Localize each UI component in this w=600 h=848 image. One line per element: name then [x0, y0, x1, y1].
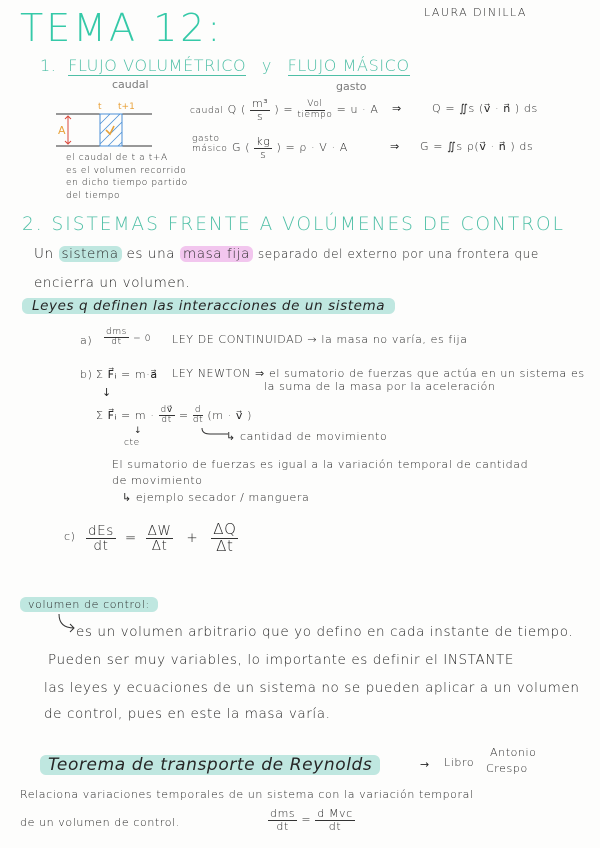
section2-heading: 2. SISTEMAS FRENTE A VOLÚMENES DE CONTROL	[22, 214, 565, 235]
law-c-frac3	[211, 522, 238, 555]
law-b2-frac2	[193, 406, 203, 426]
reynolds-frac1	[268, 808, 297, 832]
reynolds-formula	[268, 808, 355, 832]
reynolds-arrow: →	[420, 758, 430, 771]
law-a-den: dt	[111, 337, 122, 348]
section1-heading	[40, 56, 410, 75]
section1-flujo-volumetrico: FLUJO VOLUMÉTRICO	[68, 56, 247, 75]
law-a-label: a)	[80, 334, 93, 347]
reynolds-line-2: de un volumen de control.	[20, 816, 180, 829]
law-c-frac1	[86, 524, 116, 553]
law-b2-num2: d	[194, 405, 202, 415]
reynolds-heading	[40, 755, 380, 775]
author-name: LAURA DINILLA	[424, 6, 527, 19]
gasto-label-line: másico	[192, 144, 228, 154]
vc-line-2: Pueden ser muy variables, lo importante es definir el INSTANTE	[48, 652, 514, 668]
sistema-definition-line1	[34, 246, 539, 262]
note-gasto: gasto	[336, 80, 367, 93]
note-caudal: caudal	[112, 78, 149, 91]
sistema-def-word: es una	[126, 246, 176, 262]
leyes-heading	[22, 298, 395, 314]
law-b2-eq: =	[178, 408, 189, 422]
caudal-rhs: = u · A	[336, 103, 379, 117]
diagram-caption-line: el caudal de t a t+A	[66, 153, 168, 163]
law-a-eq: = 0	[133, 333, 152, 344]
caudal-integral: Q = ∬s (v⃗ · n⃗ ) ds	[432, 102, 538, 115]
vc-label	[20, 598, 158, 611]
law-b2-den1: dt	[161, 415, 172, 426]
law-a-frac	[104, 328, 129, 348]
reynolds-num2: d Mvc	[317, 807, 353, 820]
diagram-caption	[66, 152, 188, 202]
law-a-text: LEY DE CONTINUIDAD → la masa no varía, es fija	[172, 333, 468, 346]
law-c-den2: Δt	[151, 537, 168, 554]
law-b2-den2: dt	[192, 415, 204, 426]
gasto-label	[192, 134, 228, 154]
law-b2-cte: cte	[124, 438, 140, 448]
law-b2-cantidad-text: cantidad de movimiento	[239, 430, 388, 443]
law-b2-num1: dv⃗	[160, 405, 173, 415]
vc-line-4: de control, pues en este la masa varía.	[44, 706, 331, 722]
caudal-vol-frac	[297, 100, 332, 120]
diagram-label-a: A	[58, 124, 66, 137]
law-c-num1: dEs	[88, 522, 114, 539]
page-title: TEMA 12:	[20, 6, 224, 50]
reynolds-heading-text: Teorema de transporte de Reynolds	[40, 755, 380, 775]
reynolds-num1: dms	[270, 807, 296, 820]
law-c-den1: dt	[93, 537, 109, 554]
section1-flujo-masico: FLUJO MÁSICO	[287, 56, 410, 75]
law-b-down-arrow: ↓	[102, 386, 112, 399]
law-b-formula: Σ F⃗ᵢ = m·a⃗	[96, 368, 158, 381]
cantidad-arrow-icon: ↳	[226, 430, 236, 443]
law-c-formula	[86, 522, 238, 555]
section1-y: y	[261, 56, 272, 75]
law-c-den3: Δt	[216, 536, 234, 555]
sistema-def-rest: separado del externo por una frontera que	[257, 247, 539, 261]
law-b-summary-2: de movimiento	[112, 474, 203, 487]
law-b2-lhs: Σ F⃗ᵢ = m ·	[96, 408, 155, 422]
diagram-label-t: t	[98, 102, 102, 112]
reynolds-den2: dt	[328, 819, 342, 833]
caudal-equation	[190, 98, 379, 122]
gasto-equation	[232, 136, 348, 160]
law-b-expanded	[96, 406, 252, 426]
gasto-unit	[254, 136, 272, 160]
law-a-formula	[104, 328, 151, 348]
diagram-caption-line: del tiempo	[66, 190, 121, 201]
sistema-highlight: sistema	[59, 246, 122, 262]
gasto-label-line: gasto	[192, 134, 220, 144]
pipe-diagram	[54, 100, 154, 152]
gasto-unit-den: s	[260, 147, 267, 161]
law-b2-frac1	[159, 406, 175, 426]
reynolds-den1: dt	[276, 819, 289, 833]
law-c-frac2	[146, 524, 174, 553]
caudal-label: caudal	[190, 106, 224, 117]
leyes-heading-text: Leyes q definen las interacciones de un sistema	[22, 298, 395, 314]
sistema-def-word: Un	[34, 246, 54, 262]
reynolds-book-2: Antonio	[490, 746, 537, 759]
law-b-summary-1: El sumatorio de fuerzas es igual a la variación temporal de cantidad	[112, 458, 529, 471]
sistema-definition-line2: encierra un volumen.	[34, 275, 191, 291]
caudal-mid: ) =	[274, 103, 294, 117]
diagram-caption-line: es el volumen recorrido	[66, 165, 187, 176]
gasto-arrow: ⇒	[390, 140, 400, 153]
caudal-tiempo: tiempo	[297, 109, 333, 120]
law-b-label: b)	[80, 368, 93, 381]
law-c-plus: +	[186, 530, 199, 547]
gasto-unit-num: kg	[256, 135, 271, 148]
reynolds-frac2	[315, 808, 355, 832]
law-a-num: dms	[106, 327, 127, 337]
law-c-label: c)	[64, 530, 76, 543]
law-b2-cantidad	[226, 430, 387, 443]
caudal-vol: Vol	[307, 99, 323, 110]
law-c-num2: ΔW	[147, 522, 172, 539]
vc-line-1: es un volumen arbitrario que yo defino en cada instante de tiempo.	[76, 624, 574, 640]
law-b2-cte-arrow: ↓	[134, 426, 142, 436]
vc-line-3: las leyes y ecuaciones de un sistema no se pueden aplicar a un volumen	[44, 680, 580, 696]
law-c-num3: ΔQ	[213, 520, 237, 538]
reynolds-book-3: Crespo	[486, 762, 528, 775]
caudal-unit-num: m³	[251, 97, 269, 110]
law-b-text-1: LEY NEWTON ⇒ el sumatorio de fuerzas que actúa en un sistema es	[172, 367, 585, 380]
caudal-arrow: ⇒	[392, 102, 402, 115]
caudal-unit-den: s	[256, 109, 264, 123]
gasto-rhs: ) = ρ · V · A	[276, 141, 348, 155]
masa-fija-highlight: masa fija	[180, 246, 253, 262]
law-b-text-2: la suma de la masa por la aceleración	[264, 380, 496, 393]
diagram-label-t1: t+1	[118, 102, 135, 112]
reynolds-book-1: Libro	[444, 756, 475, 769]
gasto-integral: G = ∬s ρ(v⃗ · n⃗ ) ds	[420, 140, 534, 153]
reynolds-line-1: Relaciona variaciones temporales de un sistema con la variación temporal	[20, 788, 474, 801]
caudal-lhs: Q (	[227, 103, 246, 117]
reynolds-eq: =	[301, 813, 312, 827]
gasto-lhs: G (	[232, 141, 251, 155]
section1-number: 1.	[40, 56, 57, 75]
law-c-eq: =	[124, 530, 137, 547]
vc-arrow-icon	[56, 612, 78, 634]
vc-label-text: volumen de control:	[20, 597, 158, 612]
law-b-example: ↳ ejemplo secador / manguera	[122, 491, 310, 504]
caudal-unit	[250, 98, 270, 122]
diagram-caption-line: en dicho tiempo partido	[66, 178, 188, 188]
law-b2-paren: (m · v⃗ )	[207, 408, 252, 422]
